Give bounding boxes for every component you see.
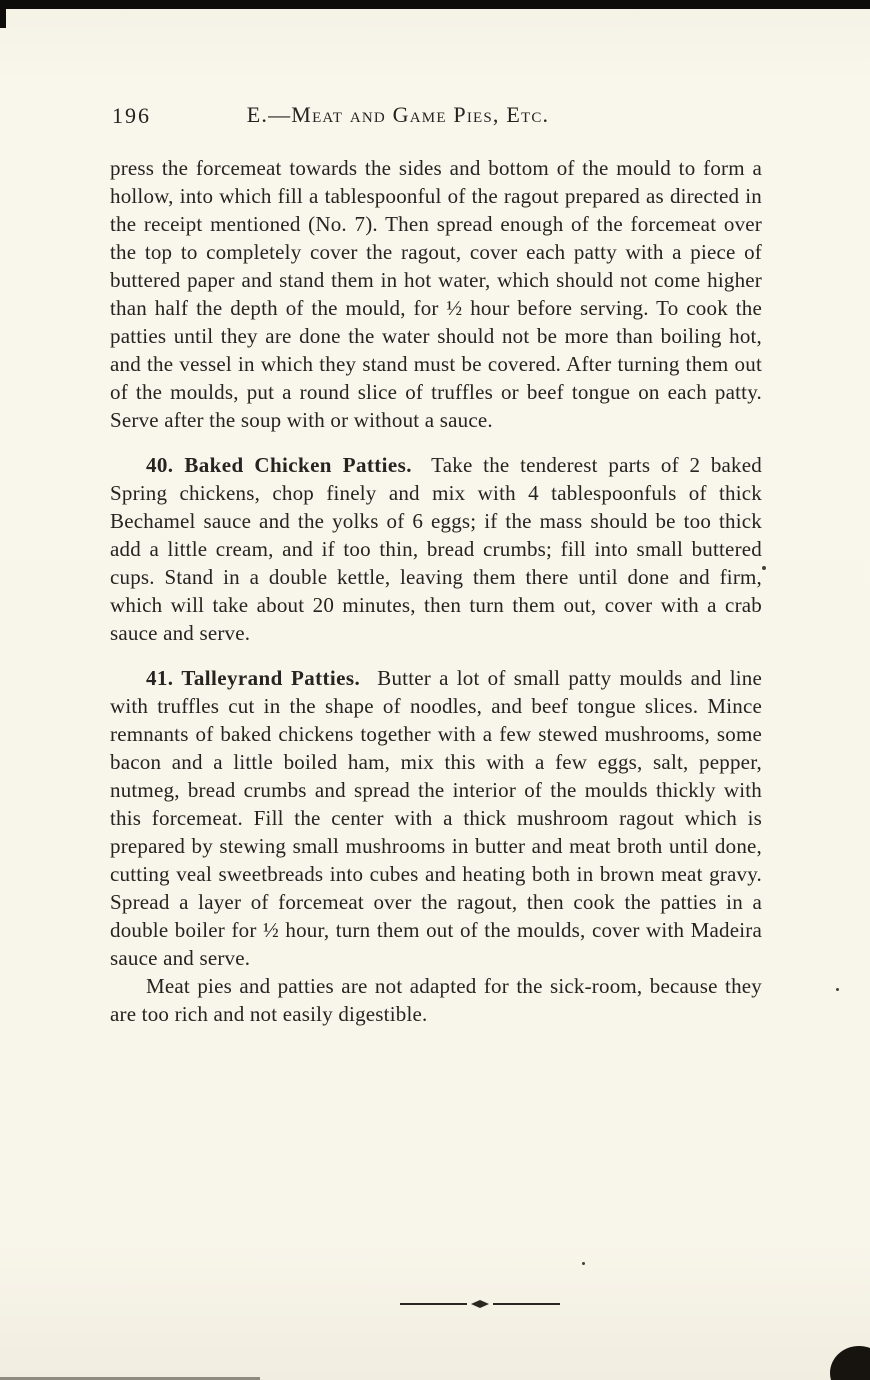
recipe-41-body: Butter a lot of small patty moulds and line with truffles cut in the shape of noodles, and beef tongue slices. Mince remnants of baked chickens together with a few stewed mushrooms, some bacon and a little boiled ham, mix this with a few eggs, salt, pepper, nutmeg, bread crumbs and spread the interior of the moulds thickly with this forcemeat. Fill the center with a thick mushroom ragout which is prepared by stewing small mushrooms in butter and meat broth until done, cutting veal sweetbreads into cubes and heating both in brown meat gravy. Spread a layer of forcemeat over the ragout, then cook the patties in a double boiler for ½ hour, turn them out of the moulds, cover with Madeira sauce and serve.: [110, 666, 762, 970]
scan-edge-top: [0, 0, 870, 9]
diamond-ornament-icon: [471, 1300, 489, 1308]
page-header: [110, 102, 762, 134]
page-number: 196: [112, 103, 151, 128]
recipe-40-body: Take the tenderest parts of 2 baked Spring chickens, chop finely and mix with 4 tablespoonfuls of thick Bechamel sauce and the yolks of 6 eggs; if the mass should be too thick add a little cream, and if too thin, bread crumbs; fill into small buttered cups. Stand in a double kettle, leaving them there until done and firm, which will take about 20 minutes, then turn them out, cover with a crab sauce and serve.: [110, 453, 762, 645]
scan-edge-top-left: [0, 0, 6, 28]
scan-speck: [762, 566, 766, 570]
recipe-41-heading: 41. Talleyrand Patties.: [146, 666, 361, 690]
scan-speck: [836, 988, 839, 991]
recipe-40-heading: 40. Baked Chicken Patties.: [146, 453, 412, 477]
paragraph-continuation: press the forcemeat towards the sides and bottom of the mould to form a hollow, into which fill a tablespoonful of the ragout prepared as directed in the receipt mentioned (No. 7). Then spread enough of the forcemeat over the top to completely cover the ragout, cover each patty with a piece of buttered paper and stand them in hot water, which should not come higher than half the depth of the mould, for ½ hour before serving. To cook the patties until they are done the water should not be more than boiling hot, and the vessel in which they stand must be covered. After turning them out of the moulds, put a round slice of truffles or beef tongue on each patty. Serve after the soup with or without a sauce.: [110, 156, 762, 432]
end-of-section-rule: [400, 1300, 560, 1308]
text-block: [110, 154, 762, 1028]
recipe-40-paragraph: [110, 451, 762, 647]
rule-line-left: [400, 1303, 467, 1305]
recipe-41-paragraph: [110, 664, 762, 972]
scan-speck: [582, 1262, 585, 1265]
closing-paragraph: Meat pies and patties are not adapted for the sick-room, because they are too rich and not easily digestible.: [110, 974, 762, 1026]
scan-smudge-bottom-right: [830, 1346, 870, 1380]
running-title: E.—Meat and Game Pies, Etc.: [246, 102, 550, 127]
rule-line-right: [493, 1303, 560, 1305]
